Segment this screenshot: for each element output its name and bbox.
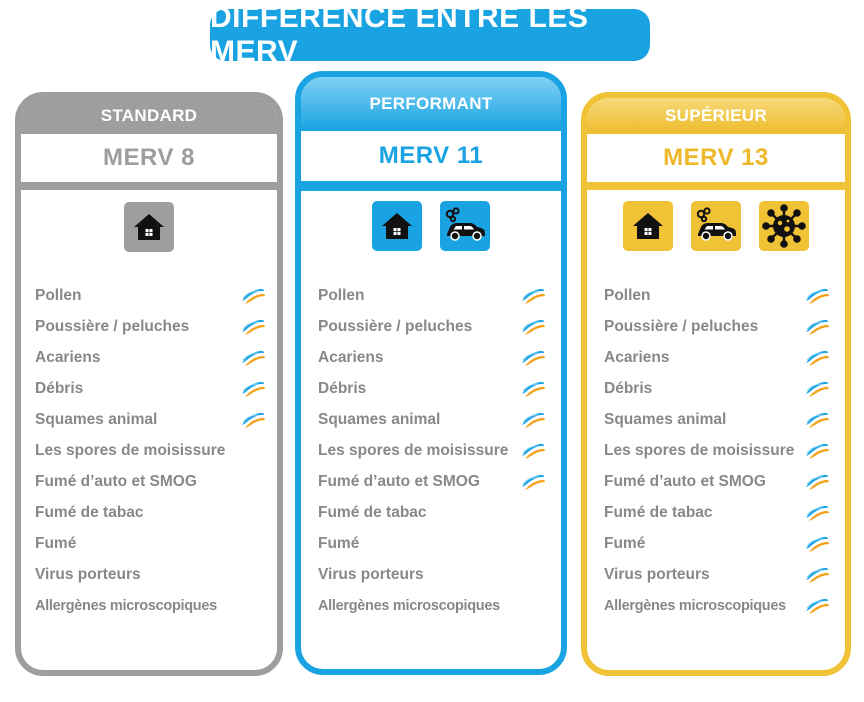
check-icon <box>803 471 831 493</box>
page-title: DIFFÉRENCE ENTRE LES MERV <box>210 9 650 61</box>
contaminant-label: Les spores de moisissure <box>318 441 509 459</box>
car-smoke-icon <box>440 201 490 251</box>
contaminant-label: Les spores de moisissure <box>35 441 226 459</box>
tier-label: SUPÉRIEUR <box>587 98 845 134</box>
house-icon <box>372 201 422 251</box>
tier-label: STANDARD <box>21 98 277 134</box>
contaminant-label: Débris <box>35 379 84 397</box>
check-icon <box>803 347 831 369</box>
list-item <box>318 497 547 528</box>
merv-rating: MERV 8 <box>21 134 277 182</box>
list-item <box>604 342 831 373</box>
empty-check-slot <box>519 502 547 524</box>
contaminant-label: Poussière / peluches <box>318 317 473 335</box>
check-icon <box>239 285 267 307</box>
contaminant-label: Fumé de tabac <box>318 503 427 521</box>
contaminant-label: Acariens <box>318 348 384 366</box>
check-icon <box>239 378 267 400</box>
card-merv-13 <box>581 92 851 676</box>
car-smoke-icon <box>691 201 741 251</box>
contaminant-list <box>301 280 561 621</box>
contaminant-label: Fumé d’auto et SMOG <box>318 472 480 490</box>
check-icon <box>519 316 547 338</box>
card-merv-11 <box>295 71 567 675</box>
list-item <box>318 311 547 342</box>
list-item <box>318 280 547 311</box>
virus-icon <box>759 201 809 251</box>
list-item <box>318 559 547 590</box>
list-item <box>35 497 267 528</box>
list-item <box>318 435 547 466</box>
list-item <box>604 373 831 404</box>
empty-check-slot <box>239 595 267 617</box>
contaminant-label: Poussière / peluches <box>35 317 190 335</box>
list-item <box>35 559 267 590</box>
list-item <box>35 404 267 435</box>
empty-check-slot <box>519 533 547 555</box>
list-item <box>318 342 547 373</box>
list-item <box>604 404 831 435</box>
contaminant-label: Allergènes microscopiques <box>604 597 786 614</box>
contaminant-label: Virus porteurs <box>318 565 424 583</box>
contaminant-list <box>587 280 845 621</box>
list-item <box>604 559 831 590</box>
check-icon <box>803 440 831 462</box>
empty-check-slot <box>519 564 547 586</box>
contaminant-label: Débris <box>604 379 653 397</box>
contaminant-label: Poussière / peluches <box>604 317 759 335</box>
merv-rating: MERV 13 <box>587 134 845 182</box>
list-item <box>604 280 831 311</box>
check-icon <box>803 502 831 524</box>
contaminant-label: Fumé <box>604 534 646 552</box>
list-item <box>604 311 831 342</box>
contaminant-label: Acariens <box>35 348 101 366</box>
check-icon <box>519 347 547 369</box>
check-icon <box>803 316 831 338</box>
list-item <box>35 435 267 466</box>
contaminant-label: Pollen <box>35 286 82 304</box>
empty-check-slot <box>519 595 547 617</box>
list-item <box>604 528 831 559</box>
empty-check-slot <box>239 502 267 524</box>
check-icon <box>519 285 547 307</box>
empty-check-slot <box>239 471 267 493</box>
contaminant-label: Squames animal <box>318 410 441 428</box>
check-icon <box>239 347 267 369</box>
contaminant-label: Fumé d’auto et SMOG <box>604 472 766 490</box>
card-merv-8 <box>15 92 283 676</box>
check-icon <box>519 471 547 493</box>
contaminant-label: Virus porteurs <box>35 565 141 583</box>
contaminant-label: Les spores de moisissure <box>604 441 795 459</box>
check-icon <box>519 378 547 400</box>
divider <box>587 182 845 190</box>
divider <box>301 181 561 191</box>
house-icon <box>124 202 174 252</box>
list-item <box>35 528 267 559</box>
list-item <box>318 466 547 497</box>
check-icon <box>519 440 547 462</box>
contaminant-label: Squames animal <box>35 410 158 428</box>
list-item <box>35 590 267 621</box>
check-icon <box>803 564 831 586</box>
list-item <box>604 590 831 621</box>
list-item <box>35 342 267 373</box>
check-icon <box>803 285 831 307</box>
check-icon <box>803 409 831 431</box>
contaminant-label: Débris <box>318 379 367 397</box>
contaminant-label: Acariens <box>604 348 670 366</box>
empty-check-slot <box>239 564 267 586</box>
check-icon <box>519 409 547 431</box>
icon-row <box>21 202 277 252</box>
contaminant-label: Fumé d’auto et SMOG <box>35 472 197 490</box>
contaminant-label: Virus porteurs <box>604 565 710 583</box>
list-item <box>604 466 831 497</box>
icon-row <box>587 201 845 251</box>
list-item <box>318 404 547 435</box>
contaminant-list <box>21 280 277 621</box>
tier-label: PERFORMANT <box>301 77 561 131</box>
list-item <box>318 373 547 404</box>
check-icon <box>239 409 267 431</box>
check-icon <box>803 533 831 555</box>
contaminant-label: Allergènes microscopiques <box>318 597 500 614</box>
contaminant-label: Fumé de tabac <box>35 503 144 521</box>
list-item <box>35 311 267 342</box>
contaminant-label: Fumé de tabac <box>604 503 713 521</box>
check-icon <box>803 595 831 617</box>
empty-check-slot <box>239 533 267 555</box>
empty-check-slot <box>239 440 267 462</box>
list-item <box>604 435 831 466</box>
check-icon <box>239 316 267 338</box>
contaminant-label: Allergènes microscopiques <box>35 597 217 614</box>
contaminant-label: Fumé <box>318 534 360 552</box>
list-item <box>35 373 267 404</box>
list-item <box>318 590 547 621</box>
icon-row <box>301 201 561 251</box>
house-icon <box>623 201 673 251</box>
check-icon <box>803 378 831 400</box>
list-item <box>318 528 547 559</box>
list-item <box>604 497 831 528</box>
contaminant-label: Pollen <box>318 286 365 304</box>
contaminant-label: Squames animal <box>604 410 727 428</box>
list-item <box>35 280 267 311</box>
list-item <box>35 466 267 497</box>
contaminant-label: Pollen <box>604 286 651 304</box>
contaminant-label: Fumé <box>35 534 77 552</box>
divider <box>21 182 277 190</box>
merv-rating: MERV 11 <box>301 131 561 181</box>
